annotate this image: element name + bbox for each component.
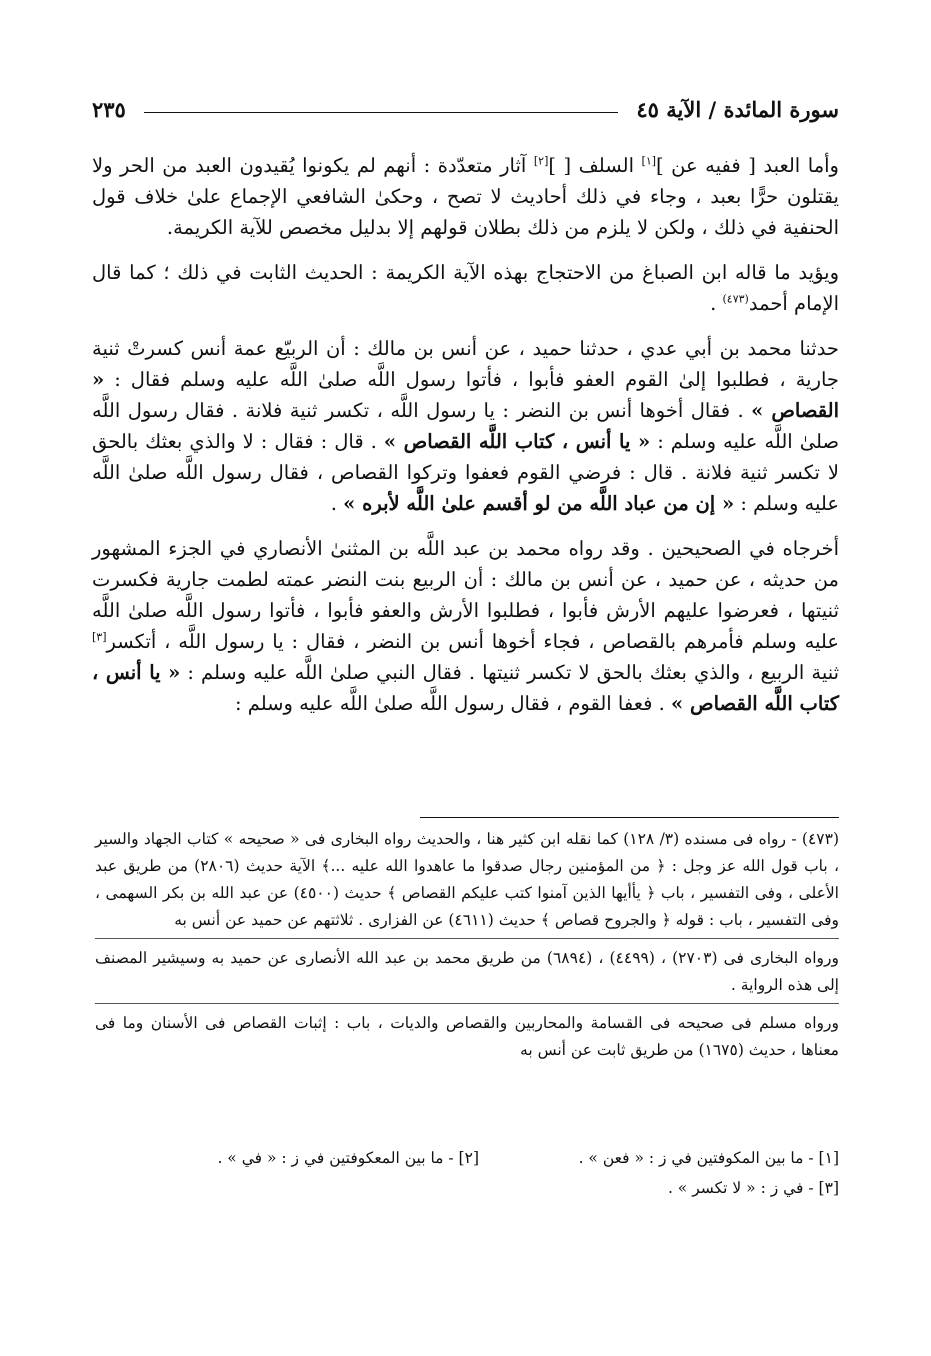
footnote-divider <box>95 938 839 939</box>
variant-notes-row <box>95 1143 839 1173</box>
paragraph-2: ويؤيد ما قاله ابن الصباغ من الاحتجاج بهذه الآية الكريمة : الحديث الثابت في ذلك ؛ كما قال الإمام أحمد$^{(٤٧٣)}$ . <box>92 261 839 315</box>
hadith-quote: « يا أنس ، كتاب اللَّه القصاص » <box>92 661 839 715</box>
variant-marker-1: [١] <box>641 154 657 168</box>
variant-marker-3: [٣] <box>92 630 107 644</box>
paragraph-4: أخرجاه في الصحيحين . وقد رواه محمد بن عبد اللَّه بن المثنىٰ الأنصاري في الجزء المشهور من حديثه ، عن حميد ، عن أنس بن مالك : أن الربيع بنت النضر عمته لطمت جارية فكسرت ثنيتها ، فعرضوا عليهم الأرش فأبوا ، فطلبوا الأرش والعفو فأبوا ، فأتوا رسول اللَّه صلىٰ اللَّه عليه وسلم فأمرهم بالقصاص ، فجاء أخوها أنس بن النضر ، فقال : يا رسول اللَّه ، أتكسر[٣] ثنية الربيع ، والذي بعثك بالحق لا تكسر ثنيتها . فقال النبي صلىٰ اللَّه عليه وسلم : « يا أنس ، كتاب اللَّه القصاص » . فعفا القوم ، فقال رسول اللَّه صلىٰ اللَّه عليه وسلم : <box>92 537 840 715</box>
footnote-separator <box>420 817 839 818</box>
main-text <box>92 150 839 733</box>
variant-note-1: [١] - ما بين المكوفتين في ز : « فعن » . <box>578 1149 839 1167</box>
variant-notes <box>95 1143 839 1203</box>
footnote-473: (٤٧٣) - رواه فى مسنده (٣/ ١٢٨) كما نقله ابن كثير هنا ، والحديث رواه البخارى فى « صحيحه » كتاب الجهاد والسير ، باب قول الله عز وجل : ﴿ من المؤمنين رجال صدقوا ما عاهدوا الله عليه ...﴾ الآية حديث (٢٨٠٦) من طريق عبد الأعلى ، وفى التفسير ، باب ﴿ يأأيها الذين آمنوا كتب عليكم القصاص ﴾ حديث (٤٥٠٠) عن عبد الله بن بكر السهمى ، وفى التفسير ، باب : قوله ﴿ والجروح قصاص ﴾ حديث (٤٦١١) عن الفزارى . ثلاثتهم عن حميد عن أنس به <box>95 830 840 929</box>
paragraph-3: حدثنا محمد بن أبي عدي ، حدثنا حميد ، عن أنس بن مالك : أن الربيّع عمة أنس كسرتْ ثنية جارية ، فطلبوا إلىٰ القوم العفو فأبوا ، فأتوا رسول اللَّه صلىٰ اللَّه عليه وسلم فقال : « القصاص » . فقال أخوها أنس بن النضر : يا رسول اللَّه ، تكسر ثنية فلانة . فقال رسول اللَّه صلىٰ اللَّه عليه وسلم : « يا أنس ، كتاب اللَّه القصاص » . قال : فقال : لا والذي بعثك بالحق لا تكسر ثنية فلانة . قال : فرضي القوم فعفوا وتركوا القصاص ، فقال رسول اللَّه صلىٰ اللَّه عليه وسلم : « إن من عباد اللَّه من لو أقسم علىٰ اللَّه لأبره » . <box>92 337 839 515</box>
variant-note-2: [٢] - ما بين المعكوفتين في ز : « في » . <box>217 1149 479 1167</box>
footnote-473-muslim: ورواه مسلم فى صحيحه فى القسامة والمحاربين والقصاص والديات ، باب : إثبات القصاص فى الأسنان وما فى معناها ، حديث (١٦٧٥) من طريق ثابت عن أنس به <box>95 1014 839 1059</box>
page-header <box>92 86 839 122</box>
variant-marker-2: [٢] <box>533 154 549 168</box>
running-title: سورة المائدة / الآية ٤٥ <box>636 97 839 122</box>
footnotes <box>95 826 839 1068</box>
footnote-473-bukhari: ورواه البخارى فى (٢٧٠٣) ، (٤٤٩٩) ، (٦٨٩٤) من طريق محمد بن عبد الله الأنصارى عن حميد به وسيشير المصنف إلى هذه الرواية . <box>95 949 839 994</box>
footnote-ref-473: (٤٧٣) <box>722 292 749 306</box>
hadith-quote: « يا أنس ، كتاب اللَّه القصاص » <box>383 430 651 453</box>
variant-notes-row <box>95 1173 839 1203</box>
variant-note-3: [٣] - في ز : « لا تكسر » . <box>667 1179 839 1197</box>
paragraph-1: وأما العبد [ ففيه عن ][١] السلف [ ][٢] آثار متعدّدة : أنهم لم يكونوا يُقيدون العبد من الحر ولا يقتلون حرًّا بعبد ، وجاء في ذلك أحاديث لا تصح ، وحكىٰ الشافعي الإجماع علىٰ خلاف قول الحنفية في ذلك ، ولكن لا يلزم من ذلك بطلان قولهم إلا بدليل مخصص للآية الكريمة. <box>92 154 839 239</box>
hadith-quote: « إن من عباد اللَّه من لو أقسم علىٰ اللَّه لأبره » <box>343 492 735 515</box>
hadith-quote: « القصاص » <box>92 368 839 422</box>
header-rule <box>144 112 619 113</box>
page-number: ٢٣٥ <box>92 97 126 122</box>
footnote-divider <box>95 1003 839 1004</box>
